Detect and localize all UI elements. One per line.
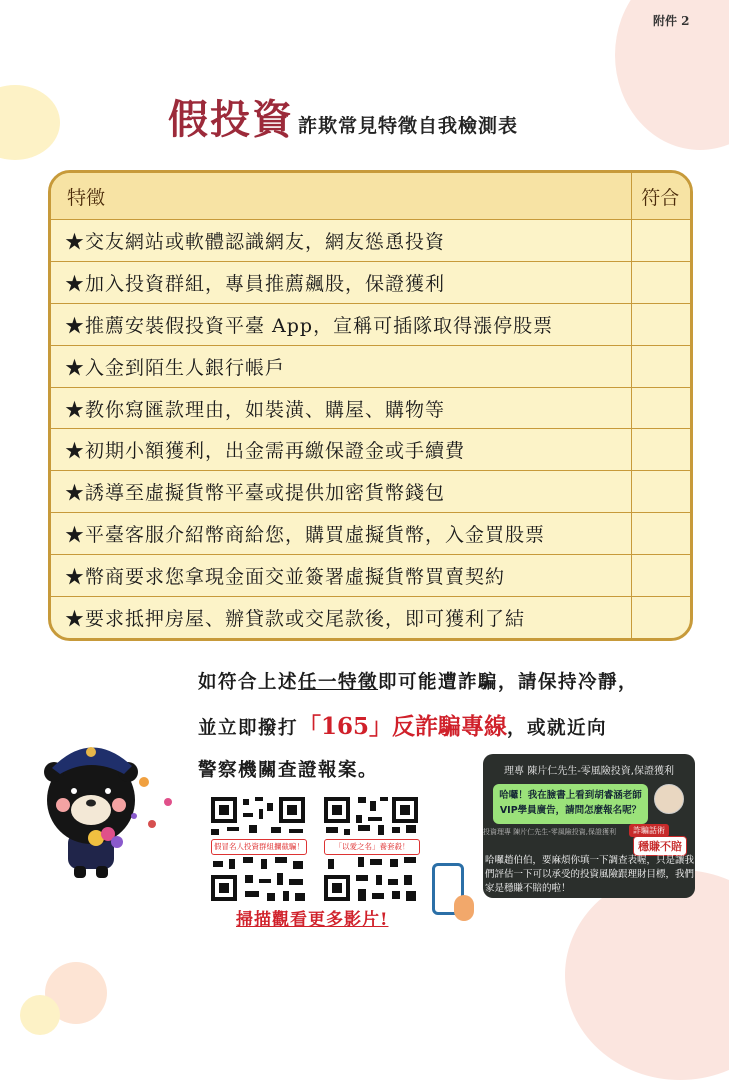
header-feature: 特徵 <box>51 173 631 220</box>
notice-text: 即可能遭詐騙，請保持冷靜， <box>378 672 639 693</box>
chat-bubble-line: VIP學員廣告，請問怎麼報名呢？ <box>499 805 642 816</box>
title-main: 假投資 <box>168 96 294 143</box>
check-cell[interactable] <box>631 220 690 262</box>
table-row <box>51 220 690 262</box>
table-row <box>51 345 690 387</box>
check-cell[interactable] <box>631 261 690 303</box>
header-check: 符合 <box>631 173 690 220</box>
feature-item: ★平臺客服介紹幣商給您，購買虛擬貨幣，入金買股票 <box>51 513 631 555</box>
video-small-caption: 投資理專 陳片仁先生-零風險投資,保證獲利 <box>483 828 616 836</box>
notice-line-1 <box>198 668 638 694</box>
table-row <box>51 261 690 303</box>
avatar-icon <box>654 784 684 814</box>
video-subtitle: 哈囉趙伯伯，要麻煩你填一下調查表喔，只是讓我們評估一下可以承受的投資風險跟理財目標，我們家是穩賺不賠的啦！ <box>485 855 695 894</box>
feature-item: ★初期小額獲利，出金需再繳保證金或手續費 <box>51 429 631 471</box>
feature-item: ★入金到陌生人銀行帳戶 <box>51 345 631 387</box>
chat-bubble <box>493 784 648 824</box>
chat-bubble-line: 哈囉！我在臉書上看到胡睿涵老師 <box>499 790 642 801</box>
feature-item: ★加入投資群組，專員推薦飆股，保證獲利 <box>51 261 631 303</box>
feature-item: ★教你寫匯款理由，如裝潢、購屋、購物等 <box>51 387 631 429</box>
feature-item: ★要求抵押房屋、辦貸款或交尾款後，即可獲利了結 <box>65 607 526 630</box>
title-sub: 詐欺常見特徵自我檢測表 <box>298 115 519 137</box>
hotline-165: 「165」反詐騙專線 <box>298 713 508 740</box>
check-cell[interactable] <box>631 345 690 387</box>
notice-line-2 <box>198 708 607 741</box>
table-row <box>51 303 690 345</box>
check-cell[interactable] <box>631 555 690 597</box>
table-row <box>51 513 690 555</box>
notice-emphasis: 任一特徵 <box>298 672 379 693</box>
check-cell[interactable] <box>631 471 690 513</box>
qr-label: 假冒名人投資群組攔截騙！ <box>211 839 307 855</box>
page-title <box>168 98 518 142</box>
check-cell[interactable] <box>631 597 690 638</box>
feature-item: ★幣商要求您拿現金面交並簽署虛擬貨幣買賣契約 <box>51 555 631 597</box>
qr-label: 「以愛之名」養套殺！ <box>324 839 420 855</box>
table-row <box>51 555 690 597</box>
attachment-label: 附件 2 <box>653 14 690 28</box>
decor-circle-bottom-right <box>565 870 729 1080</box>
check-cell[interactable] <box>631 429 690 471</box>
table-row <box>51 387 690 429</box>
notice-text: ，或就近向 <box>507 718 608 739</box>
notice-text: 並立即撥打 <box>198 718 299 739</box>
check-cell[interactable] <box>631 303 690 345</box>
feature-item: ★推薦安裝假投資平臺 App，宣稱可插隊取得漲停股票 <box>51 303 631 345</box>
police-bear-mascot-icon <box>28 728 188 883</box>
table-row <box>51 597 690 638</box>
feature-item: ★交友網站或軟體認識網友，網友慫恿投資 <box>51 220 631 262</box>
guaranteed-profit-tag: 穩賺不賠 <box>633 836 687 856</box>
check-cell[interactable] <box>631 513 690 555</box>
qr-code-love-scam[interactable] <box>322 795 420 903</box>
table-row <box>51 429 690 471</box>
table-header-row <box>51 173 690 220</box>
scam-tactic-tag: 詐騙話術 <box>629 824 669 837</box>
notice-line-3: 警察機關查證報案。 <box>198 760 379 781</box>
decor-circle-bottom-left-2 <box>20 995 60 1035</box>
scam-video-thumbnail[interactable] <box>483 754 695 898</box>
fraud-checklist-table <box>48 170 693 641</box>
scan-more-videos-caption: 掃描觀看更多影片! <box>236 910 389 930</box>
notice-text: 如符合上述 <box>198 672 299 693</box>
table-row <box>51 471 690 513</box>
qr-code-celebrity-group[interactable] <box>209 795 307 903</box>
decor-circle-top-left <box>0 85 60 160</box>
video-header: 理專 陳片仁先生-零風險投資,保證獲利 <box>504 766 674 777</box>
feature-item: ★誘導至虛擬貨幣平臺或提供加密貨幣錢包 <box>51 471 631 513</box>
hand-icon <box>454 895 474 921</box>
check-cell[interactable] <box>631 387 690 429</box>
